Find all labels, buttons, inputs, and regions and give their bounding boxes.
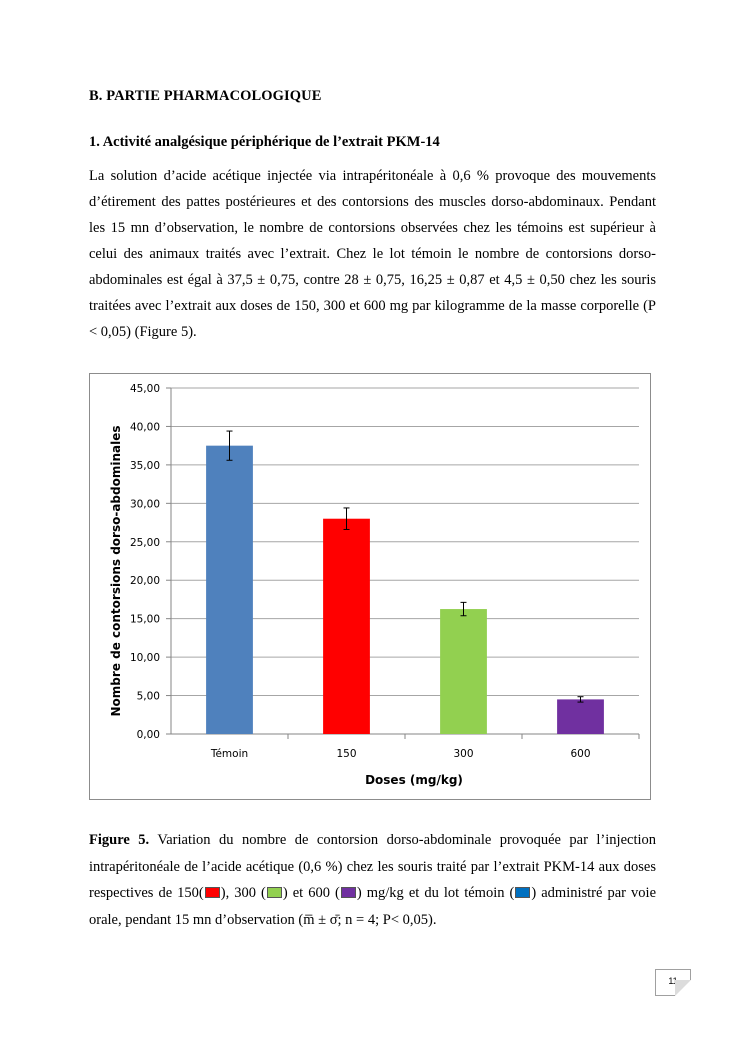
bar-3: [440, 609, 487, 734]
page-number: 11: [668, 976, 678, 986]
y-tick-label: 35,00: [129, 459, 160, 472]
y-tick-label: 45,00: [129, 383, 160, 395]
caption-text-1: Variation du nombre de contorsion dorso-abdominale provoquée par l’injection intrapéritonéale de l’acide acétique (0,6 %) chez les souris traité par l’extrait PKM-14 aux doses respectives de 150(: [89, 832, 657, 901]
bar-2: [323, 519, 370, 734]
y-axis-title: Nombre de contorsions dorso-abdominales: [109, 425, 123, 717]
page-corner-fold: [675, 980, 691, 996]
legend-swatch-600: [341, 887, 356, 898]
y-tick-label: 15,00: [129, 613, 160, 626]
y-tick-label: 10,00: [129, 652, 160, 665]
legend-swatch-150: [205, 887, 220, 898]
caption-label: Figure 5.: [89, 832, 150, 848]
y-tick-label: 5,00: [136, 690, 160, 703]
subsection-heading: 1. Activité analgésique périphérique de l’extrait PKM-14: [89, 134, 440, 150]
x-tick-label: 600: [570, 748, 591, 760]
caption-text-4: ) mg/kg et du lot témoin (: [356, 885, 515, 901]
y-tick-label: 25,00: [129, 536, 160, 549]
figure-caption: [89, 827, 656, 933]
y-tick-label: 40,00: [129, 421, 160, 434]
y-tick-label: 20,00: [129, 575, 160, 588]
x-tick-label: Témoin: [210, 748, 249, 760]
bar-chart: [90, 374, 650, 799]
page-number-box: [655, 969, 691, 996]
bar-1: [206, 446, 253, 734]
x-axis-title: Doses (mg/kg): [365, 773, 463, 787]
y-tick-label: 0,00: [136, 729, 160, 741]
y-tick-label: 30,00: [129, 498, 160, 511]
figure-5-chart-frame: [89, 373, 651, 800]
x-tick-label: 300: [453, 748, 474, 760]
legend-swatch-temoin: [515, 887, 530, 898]
section-heading: B. PARTIE PHARMACOLOGIQUE: [89, 88, 322, 104]
legend-swatch-300: [267, 887, 282, 898]
caption-text-2: ), 300 (: [220, 885, 266, 901]
bar-4: [557, 699, 604, 734]
caption-text-5: ) administré par voie orale, pendant 15 mn d’observation (m̅ ± σ̄; n = 4; P< 0,05).: [89, 885, 657, 928]
caption-text-3: ) et 600 (: [282, 885, 340, 901]
x-tick-label: 150: [336, 748, 357, 760]
body-paragraph: La solution d’acide acétique injectée via intrapéritonéale à 0,6 % provoque des mouvements d’étirement des pattes postérieures et des contorsions des muscles dorso-abdominaux. Pendant les 15 mn d’observation, le nombre de contorsions observées chez les témoins est supérieur à celui des animaux traités avec l’extrait. Chez le lot témoin le nombre de contorsions dorso-abdominales est égal à 37,5 ± 0,75, contre 28 ± 0,75, 16,25 ± 0,87 et 4,5 ± 0,50 chez les souris traitées avec l’extrait aux doses de 150, 300 et 600 mg par kilogramme de la masse corporelle (P < 0,05) (Figure 5).: [89, 168, 656, 340]
